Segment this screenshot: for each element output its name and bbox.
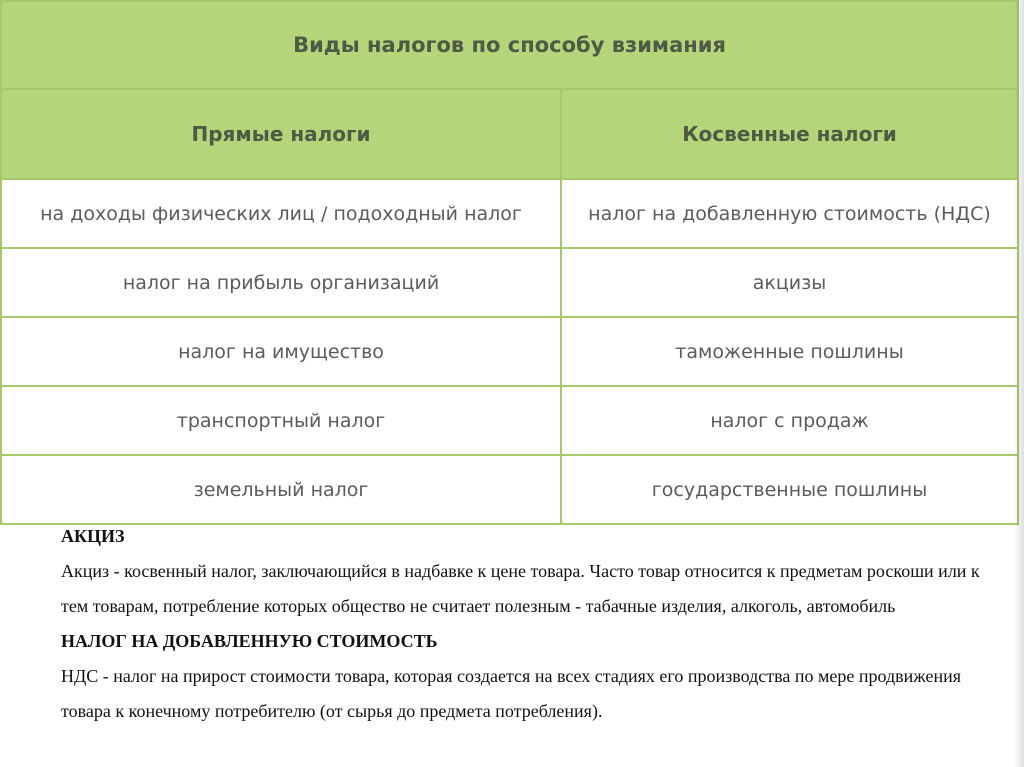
- indirect-tax-cell: государственные пошлины: [561, 455, 1018, 524]
- direct-tax-cell: на доходы физических лиц / подоходный налог: [1, 179, 561, 248]
- slide-edge-shadow: [1014, 0, 1024, 767]
- column-header-direct: Прямые налоги: [1, 89, 561, 179]
- indirect-tax-cell: таможенные пошлины: [561, 317, 1018, 386]
- table-row: [1, 179, 1018, 248]
- direct-tax-cell: налог на прибыль организаций: [1, 248, 561, 317]
- excise-heading: АКЦИЗ: [61, 526, 125, 546]
- indirect-tax-cell: налог на добавленную стоимость (НДС): [561, 179, 1018, 248]
- indirect-tax-cell: акцизы: [561, 248, 1018, 317]
- vat-definition: НДС - налог на прирост стоимости товара, которая создается на всех стадиях его производства по мере продвижения товара к конечному потребителю (от сырья до предмета потребления).: [61, 666, 961, 721]
- table-row: [1, 455, 1018, 524]
- column-header-indirect: Косвенные налоги: [561, 89, 1018, 179]
- table-row: [1, 317, 1018, 386]
- direct-tax-cell: земельный налог: [1, 455, 561, 524]
- vat-heading: НАЛОГ НА ДОБАВЛЕННУЮ СТОИМОСТЬ: [61, 631, 438, 651]
- table-row: [1, 248, 1018, 317]
- table-title-row: [1, 1, 1018, 89]
- table-row: [1, 386, 1018, 455]
- excise-definition: Акциз - косвенный налог, заключающийся в надбавке к цене товара. Часто товар относится к предметам роскоши или к тем товарам, потребление которых общество не считает полезным - табачные изделия, алкоголь, автомобиль: [61, 561, 980, 616]
- table-header-row: [1, 89, 1018, 179]
- direct-tax-cell: транспортный налог: [1, 386, 561, 455]
- direct-tax-cell: налог на имущество: [1, 317, 561, 386]
- notes-section: [61, 519, 1001, 729]
- table-title: Виды налогов по способу взимания: [1, 1, 1018, 89]
- indirect-tax-cell: налог с продаж: [561, 386, 1018, 455]
